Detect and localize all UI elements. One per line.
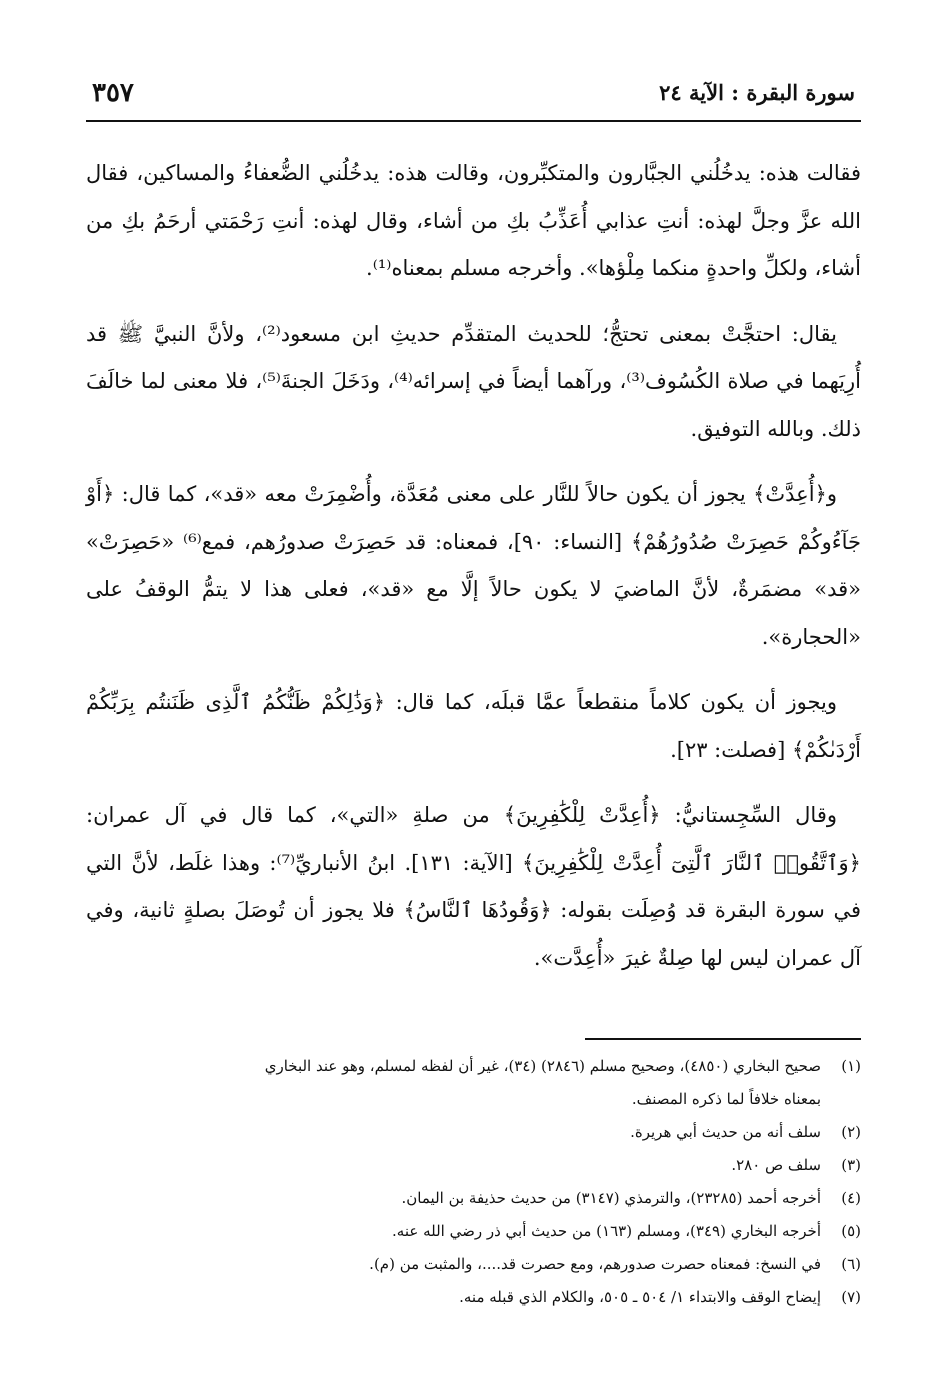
footnote-number: (٦) (841, 1255, 861, 1273)
footnote-number: (٢) (841, 1123, 861, 1141)
running-title: سورة البقرة : الآية ٢٤ (659, 80, 855, 105)
paragraph: ويجوز أن يكون كلاماً منقطعاً عمَّا قبلَه، كما قال: ﴿وَذَٰلِكُمْ ظَنُّكُمُ ٱلَّذِى ظَنَنتُم بِرَبِّكُمْ أَرْدَىٰكُمْ﴾ [فصلت: ٢٣]. (86, 690, 861, 762)
page-number: ٣٥٧ (92, 78, 134, 108)
footnote-continuation: بمعناه خلافاً لما ذكره المصنف. (631, 1090, 821, 1108)
footnote-number: (٣) (841, 1156, 861, 1174)
footnote (86, 1182, 861, 1215)
main-text (86, 150, 861, 982)
footnote (86, 1281, 861, 1314)
footnote-number: (٤) (841, 1189, 861, 1207)
footnote-text: في النسخ: فمعناه حصرت صدورهم، ومع حصرت قد....، والمثبت من (م). (369, 1255, 821, 1273)
header-rule (86, 120, 861, 122)
footnote (86, 1149, 861, 1182)
footnote-text: سلف ص ٢٨٠. (731, 1156, 821, 1174)
paragraph: وقال السِّجِستانيُّ: ﴿أُعِدَّتْ لِلْكَٰفِرِينَ﴾ من صلةِ «التي»، كما قال في آل عمران: ﴿وَٱتَّقُوا۟ ٱلنَّارَ ٱلَّتِىٓ أُعِدَّتْ لِلْكَٰفِرِينَ﴾ [الآية: ١٣١]. ابنُ الأنباريِّ⁽⁷⁾: وهذا غلَط، لأنَّ التي في سورة البقرة قد وُصِلَت بقوله: ﴿وَقُودُهَا ٱلنَّاسُ﴾ فلا يجوز أن تُوصَلَ بصلةٍ ثانية، وفي آل عمران ليس لها صِلةٌ غيرَ «أُعِدَّت». (86, 803, 861, 970)
paragraph: يقال: احتجَّتْ بمعنى تحتجُّ؛ للحديث المتقدِّم حديثِ ابن مسعود⁽²⁾، ولأنَّ النبيَّ ﷺ قد أُرِيَهما في صلاة الكُسُوف⁽³⁾، ورآهما أيضاً في إسرائه⁽⁴⁾، ودَخَلَ الجنةَ⁽⁵⁾، فلا معنى لما خالَفَ ذلك. وبالله التوفيق. (86, 321, 861, 441)
footnote-text: سلف أنه من حديث أبي هريرة. (630, 1123, 821, 1141)
footnotes (86, 1050, 861, 1314)
footnote-number: (٧) (841, 1288, 861, 1306)
footnote-number: (١) (841, 1057, 861, 1075)
footnote (86, 1215, 861, 1248)
footnote (86, 1116, 861, 1149)
paragraph: فقالت هذه: يدخُلُني الجبَّارون والمتكبِّرون، وقالت هذه: يدخُلُني الضُّعفاءُ والمساكين، فقال الله عزَّ وجلَّ لهذه: أنتِ عذابي أُعَذِّبُ بكِ من أشاء، وقال لهذه: أنتِ رَحْمَتي أرحَمُ بكِ من أشاء، ولكلِّ واحدةٍ منكما مِلْؤها». وأخرجه مسلم بمعناه⁽¹⁾. (86, 161, 861, 280)
footnote-number: (٥) (841, 1222, 861, 1240)
paragraph: و﴿أُعِدَّتْ﴾ يجوز أن يكون حالاً للنَّار على معنى مُعَدَّة، وأُضْمِرَتْ معه «قد»، كما قال: ﴿أَوْ جَآءُوكُمْ حَصِرَتْ صُدُورُهُمْ﴾ [النساء: ٩٠]، فمعناه: قد حَصِرَتْ صدورُهم، فمع⁽⁶⁾ «حَصِرَتْ» «قد» مضمَرةٌ، لأنَّ الماضيَ لا يكون حالاً إلَّا مع «قد»، فعلى هذا لا يتمُّ الوقفُ على «الحجارة». (86, 482, 861, 649)
footnote-text: صحيح البخاري (٤٨٥٠)، وصحيح مسلم (٢٨٤٦) (٣٤)، غير أن لفظه لمسلم، وهو عند البخاري (264, 1057, 821, 1075)
footnote-separator (585, 1038, 861, 1040)
footnote-text: إيضاح الوقف والابتداء ١/ ٥٠٤ ـ ٥٠٥، والكلام الذي قبله منه. (459, 1288, 821, 1306)
footnote-text: أخرجه البخاري (٣٤٩)، ومسلم (١٦٣) من حديث أبي ذر رضي الله عنه. (392, 1222, 821, 1240)
footnote (86, 1050, 861, 1116)
footnote-text: أخرجه أحمد (٢٣٢٨٥)، والترمذي (٣١٤٧) من حديث حذيفة بن اليمان. (401, 1189, 821, 1207)
footnote (86, 1248, 861, 1281)
page-header (92, 78, 855, 114)
